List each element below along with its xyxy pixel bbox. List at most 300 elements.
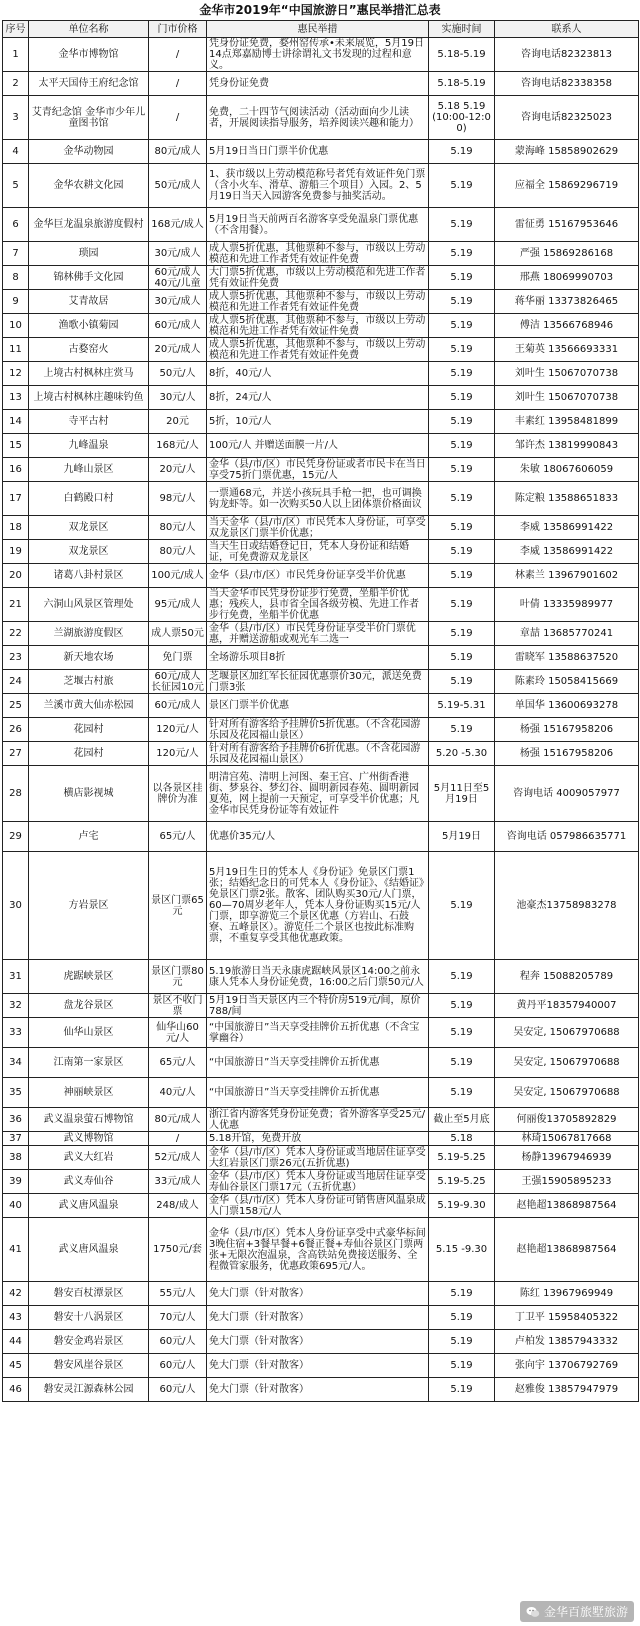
- unit-name: 武义唐风温泉: [29, 1194, 149, 1218]
- contact-info: 何丽俊13705892829: [495, 1108, 639, 1132]
- ticket-price: 成人票50元: [149, 622, 207, 646]
- table-row: [3, 588, 639, 622]
- date-range: 5.18-5.19: [429, 72, 495, 96]
- measure-text: 成人票5折优惠，其他票种不参与，市级以上劳动模范和先进工作者凭有效证件免费: [207, 290, 429, 314]
- date-range: 5月11日至5月19日: [429, 766, 495, 822]
- unit-name: 渔歌小镇菊园: [29, 314, 149, 338]
- table-row: [3, 1132, 639, 1146]
- measure-text: 金华（县/市/区）凭本人身份证享受中式豪华标间3晚住宿+3餐早餐+6餐正餐+寿仙谷景区门票两张+无限次泡温泉，含高铁站免费接送服务、全程微管家服务，优惠政策695元/人。: [207, 1218, 429, 1282]
- row-number: 44: [3, 1330, 29, 1354]
- ticket-price: 168元/成人: [149, 208, 207, 242]
- date-range: 5月19日: [429, 822, 495, 852]
- measure-text: 针对所有游客给予挂牌价5折优惠。（不含花园游乐园及花园福山景区）: [207, 718, 429, 742]
- contact-info: 李威 13586991422: [495, 516, 639, 540]
- row-number: 10: [3, 314, 29, 338]
- unit-name: 虎踞峡景区: [29, 960, 149, 994]
- date-range: 5.19: [429, 852, 495, 960]
- unit-name: 琐园: [29, 242, 149, 266]
- contact-info: 雷晓军 13588637520: [495, 646, 639, 670]
- unit-name: 磐安灵江源森林公园: [29, 1378, 149, 1402]
- table-row: [3, 1048, 639, 1078]
- ticket-price: 52元/成人: [149, 1146, 207, 1170]
- contact-info: 蒙海峰 15858902629: [495, 140, 639, 164]
- unit-name: 双龙景区: [29, 540, 149, 564]
- unit-name: 兰湖旅游度假区: [29, 622, 149, 646]
- date-range: 5.19: [429, 1378, 495, 1402]
- contact-info: 赵雅俊 13857947979: [495, 1378, 639, 1402]
- row-number: 42: [3, 1282, 29, 1306]
- contact-info: 雷征勇 15167953646: [495, 208, 639, 242]
- ticket-price: /: [149, 72, 207, 96]
- measure-text: 一票通68元，并送小孩玩具手枪一把，也可调换钩龙虾等。如一次购买50人以上团体票价格面议: [207, 482, 429, 516]
- contact-info: 吴安定, 15067970688: [495, 1018, 639, 1048]
- contact-info: 应福全 15869296719: [495, 164, 639, 208]
- measure-text: 金华（县/市/区）凭本人身份证可销售唐风温泉成人门票158元/人: [207, 1194, 429, 1218]
- row-number: 36: [3, 1108, 29, 1132]
- unit-name: 九峰山景区: [29, 458, 149, 482]
- measure-text: 针对所有游客给予挂牌价6折优惠。（不含花园游乐园及花园福山景区）: [207, 742, 429, 766]
- measures-table: [2, 20, 639, 1402]
- row-number: 27: [3, 742, 29, 766]
- contact-info: 程奔 15088205789: [495, 960, 639, 994]
- unit-name: 武义唐风温泉: [29, 1218, 149, 1282]
- ticket-price: 80元/成人: [149, 140, 207, 164]
- unit-name: 花园村: [29, 718, 149, 742]
- contact-info: 叶倩 13335989977: [495, 588, 639, 622]
- row-number: 16: [3, 458, 29, 482]
- measure-text: 全场游乐项目8折: [207, 646, 429, 670]
- row-number: 7: [3, 242, 29, 266]
- wechat-icon: [526, 1605, 540, 1619]
- date-range: 5.19: [429, 1282, 495, 1306]
- ticket-price: 168元/人: [149, 434, 207, 458]
- unit-name: 寺平古村: [29, 410, 149, 434]
- table-row: [3, 1218, 639, 1282]
- ticket-price: 景区门票80元: [149, 960, 207, 994]
- ticket-price: 30元/成人: [149, 290, 207, 314]
- unit-name: 太平天国侍王府纪念馆: [29, 72, 149, 96]
- measure-text: 当天金华（县/市/区）市民凭本人身份证，可享受双龙景区门票半价优惠；: [207, 516, 429, 540]
- unit-name: 艾青纪念馆 金华市少年儿童图书馆: [29, 96, 149, 140]
- row-number: 17: [3, 482, 29, 516]
- measure-text: 金华（县/市/区）市民凭身份证享受半价门票优惠，并赠送游船或观光车二选一: [207, 622, 429, 646]
- unit-name: 上境古村枫林庄赏马: [29, 362, 149, 386]
- table-row: [3, 822, 639, 852]
- measure-text: 凭身份证免费，婺州窑传承•未来展览，5月19日14点郑嘉励博士讲徐谓礼文书发现的过程和意义。: [207, 38, 429, 72]
- table-row: [3, 994, 639, 1018]
- table-row: [3, 670, 639, 694]
- date-range: 5.19: [429, 1078, 495, 1108]
- ticket-price: 30元/人: [149, 386, 207, 410]
- row-number: 31: [3, 960, 29, 994]
- ticket-price: 免门票: [149, 646, 207, 670]
- contact-info: 咨询电话82338358: [495, 72, 639, 96]
- table-row: [3, 38, 639, 72]
- ticket-price: 仙华山60元/人: [149, 1018, 207, 1048]
- date-range: 5.19: [429, 290, 495, 314]
- table-row: [3, 1146, 639, 1170]
- watermark: [520, 1601, 634, 1622]
- row-number: 45: [3, 1354, 29, 1378]
- row-number: 19: [3, 540, 29, 564]
- contact-info: 杨静13967946939: [495, 1146, 639, 1170]
- contact-info: 杨强 15167958206: [495, 718, 639, 742]
- date-range: 5.20 -5.30: [429, 742, 495, 766]
- table-header-row: [3, 21, 639, 38]
- ticket-price: 30元/成人: [149, 242, 207, 266]
- unit-name: 诸葛八卦村景区: [29, 564, 149, 588]
- table-row: [3, 314, 639, 338]
- date-range: 5.19: [429, 410, 495, 434]
- table-row: [3, 540, 639, 564]
- ticket-price: 65元/人: [149, 822, 207, 852]
- row-number: 28: [3, 766, 29, 822]
- contact-info: 朱敏 18067606059: [495, 458, 639, 482]
- row-number: 3: [3, 96, 29, 140]
- date-range: 5.19: [429, 670, 495, 694]
- ticket-price: 1750元/套: [149, 1218, 207, 1282]
- table-row: [3, 242, 639, 266]
- unit-name: 双龙景区: [29, 516, 149, 540]
- measure-text: 金华（县/市/区）市民凭身份证或者市民卡在当日享受75折门票优惠，15元/人: [207, 458, 429, 482]
- measure-text: 5月19日当日门票半价优惠: [207, 140, 429, 164]
- measure-text: 1、获市级以上劳动模范称号者凭有效证件免门票（含小火车、滑草、游船三个项目）入园。2、5月19日当天入园游客免费参与抽奖活动。: [207, 164, 429, 208]
- row-number: 1: [3, 38, 29, 72]
- column-header-measure: 惠民举措: [207, 21, 429, 38]
- measure-text: 当天生日或结婚登记日，凭本人身份证和结婚证，可免费游双龙景区: [207, 540, 429, 564]
- unit-name: 磐安金鸡岩景区: [29, 1330, 149, 1354]
- row-number: 9: [3, 290, 29, 314]
- contact-info: 傅洁 13566768946: [495, 314, 639, 338]
- measure-text: 当天金华市民凭身份证步行免费，坐船半价优惠；残疾人，县市省全国各级劳模、先进工作者步行免费，坐船半价优惠: [207, 588, 429, 622]
- table-row: [3, 140, 639, 164]
- measure-text: 5月19日当天前两百名游客享受免温泉门票优惠（不含用餐）。: [207, 208, 429, 242]
- row-number: 40: [3, 1194, 29, 1218]
- table-row: [3, 1306, 639, 1330]
- row-number: 22: [3, 622, 29, 646]
- date-range: 5.18: [429, 1132, 495, 1146]
- measure-text: 免费，二十四节气阅读活动（活动面向少儿读者，开展阅读指导服务，培养阅读兴趣和能力）: [207, 96, 429, 140]
- contact-info: 刘叶生 15067070738: [495, 386, 639, 410]
- ticket-price: 55元/人: [149, 1282, 207, 1306]
- date-range: 5.19: [429, 718, 495, 742]
- contact-info: 丁卫平 15958405322: [495, 1306, 639, 1330]
- unit-name: 花园村: [29, 742, 149, 766]
- table-row: [3, 1194, 639, 1218]
- ticket-price: 40元/人: [149, 1078, 207, 1108]
- date-range: 5.19: [429, 266, 495, 290]
- measure-text: 免大门票（针对散客）: [207, 1330, 429, 1354]
- measure-text: 景区门票半价优惠: [207, 694, 429, 718]
- measure-text: 5月19日当天景区内三个特价房519元/间，原价788/间: [207, 994, 429, 1018]
- unit-name: 武义大红岩: [29, 1146, 149, 1170]
- ticket-price: 60元/成人: [149, 314, 207, 338]
- date-range: 5.19: [429, 164, 495, 208]
- ticket-price: 120元/人: [149, 742, 207, 766]
- measure-text: 100元/人 并赠送面膜一片/人: [207, 434, 429, 458]
- ticket-price: 景区不收门票: [149, 994, 207, 1018]
- table-row: [3, 852, 639, 960]
- row-number: 21: [3, 588, 29, 622]
- contact-info: 王菊英 13566693331: [495, 338, 639, 362]
- measure-text: 成人票5折优惠，其他票种不参与，市级以上劳动模范和先进工作者凭有效证件免费: [207, 242, 429, 266]
- ticket-price: 80元/人: [149, 540, 207, 564]
- date-range: 5.19: [429, 1018, 495, 1048]
- table-row: [3, 718, 639, 742]
- measure-text: 免大门票（针对散客）: [207, 1378, 429, 1402]
- date-range: 5.19: [429, 1330, 495, 1354]
- unit-name: 上境古村枫林庄趣味钓鱼: [29, 386, 149, 410]
- ticket-price: /: [149, 1132, 207, 1146]
- date-range: 5.19: [429, 1354, 495, 1378]
- contact-info: 陈定粮 13588651833: [495, 482, 639, 516]
- unit-name: 金华动物园: [29, 140, 149, 164]
- table-row: [3, 1170, 639, 1194]
- unit-name: 磐安十八涡景区: [29, 1306, 149, 1330]
- row-number: 5: [3, 164, 29, 208]
- measure-text: 免大门票（针对散客）: [207, 1282, 429, 1306]
- row-number: 24: [3, 670, 29, 694]
- contact-info: 赵艳超13868987564: [495, 1218, 639, 1282]
- measure-text: 金华（县/市/区）凭本人身份证或当地居住证享受寿仙谷景区门票17元（五折优惠）: [207, 1170, 429, 1194]
- table-row: [3, 458, 639, 482]
- contact-info: 杨强 15167958206: [495, 742, 639, 766]
- row-number: 29: [3, 822, 29, 852]
- table-row: [3, 564, 639, 588]
- unit-name: 金华市博物馆: [29, 38, 149, 72]
- date-range: 5.19: [429, 646, 495, 670]
- row-number: 41: [3, 1218, 29, 1282]
- table-row: [3, 766, 639, 822]
- row-number: 43: [3, 1306, 29, 1330]
- table-row: [3, 208, 639, 242]
- row-number: 20: [3, 564, 29, 588]
- table-row: [3, 1282, 639, 1306]
- measure-text: 凭身份证免费: [207, 72, 429, 96]
- date-range: 5.19: [429, 140, 495, 164]
- row-number: 25: [3, 694, 29, 718]
- contact-info: 林琦15067817668: [495, 1132, 639, 1146]
- row-number: 8: [3, 266, 29, 290]
- ticket-price: 60元/成人 40元/儿童: [149, 266, 207, 290]
- ticket-price: 景区门票65元: [149, 852, 207, 960]
- table-row: [3, 1378, 639, 1402]
- contact-info: 吴安定, 15067970688: [495, 1078, 639, 1108]
- unit-name: 方岩景区: [29, 852, 149, 960]
- unit-name: 金华巨龙温泉旅游度假村: [29, 208, 149, 242]
- contact-info: 章喆 13685770241: [495, 622, 639, 646]
- unit-name: 盘龙谷景区: [29, 994, 149, 1018]
- unit-name: 卢宅: [29, 822, 149, 852]
- date-range: 5.19: [429, 386, 495, 410]
- date-range: 5.19: [429, 588, 495, 622]
- date-range: 5.19: [429, 994, 495, 1018]
- ticket-price: 33元/成人: [149, 1170, 207, 1194]
- measure-text: 5.18开馆，免费开放: [207, 1132, 429, 1146]
- date-range: 5.18-5.19: [429, 38, 495, 72]
- ticket-price: 80元/成人: [149, 1108, 207, 1132]
- measure-text: “中国旅游日”当天享受挂牌价五折优惠: [207, 1078, 429, 1108]
- unit-name: 新天地农场: [29, 646, 149, 670]
- column-header-price: 门市价格: [149, 21, 207, 38]
- row-number: 15: [3, 434, 29, 458]
- contact-info: 吴安定, 15067970688: [495, 1048, 639, 1078]
- row-number: 30: [3, 852, 29, 960]
- measure-text: 金华（县/市/区）凭本人身份证或当地居住证享受大红岩景区门票26元(五折优惠): [207, 1146, 429, 1170]
- ticket-price: 60元/成人: [149, 694, 207, 718]
- ticket-price: 60元/人: [149, 1378, 207, 1402]
- ticket-price: 60元/人: [149, 1330, 207, 1354]
- contact-info: 邹许杰 13819990843: [495, 434, 639, 458]
- row-number: 37: [3, 1132, 29, 1146]
- date-range: 5.19-5.31: [429, 694, 495, 718]
- measure-text: “中国旅游日”当天享受挂牌价五折优惠: [207, 1048, 429, 1078]
- measure-text: 8折，24元/人: [207, 386, 429, 410]
- unit-name: 芝堰古村旅: [29, 670, 149, 694]
- date-range: 5.19: [429, 540, 495, 564]
- ticket-price: 50元/人: [149, 362, 207, 386]
- row-number: 32: [3, 994, 29, 1018]
- measure-text: 优惠价35元/人: [207, 822, 429, 852]
- date-range: 5.19: [429, 242, 495, 266]
- unit-name: 白鹤殿口村: [29, 482, 149, 516]
- row-number: 6: [3, 208, 29, 242]
- ticket-price: 50元/成人: [149, 164, 207, 208]
- date-range: 5.19: [429, 622, 495, 646]
- date-range: 5.19: [429, 458, 495, 482]
- row-number: 23: [3, 646, 29, 670]
- date-range: 5.19-5.25: [429, 1170, 495, 1194]
- date-range: 5.19: [429, 208, 495, 242]
- unit-name: 武义博物馆: [29, 1132, 149, 1146]
- ticket-price: /: [149, 38, 207, 72]
- ticket-price: 98元/人: [149, 482, 207, 516]
- contact-info: 咨询电话 4009057977: [495, 766, 639, 822]
- table-row: [3, 516, 639, 540]
- date-range: 5.19: [429, 338, 495, 362]
- unit-name: 六洞山风景区管理处: [29, 588, 149, 622]
- row-number: 2: [3, 72, 29, 96]
- contact-info: 李威 13586991422: [495, 540, 639, 564]
- unit-name: 横店影视城: [29, 766, 149, 822]
- table-row: [3, 164, 639, 208]
- measure-text: 5.19旅游日当天永康虎踞峡风景区14:00之前永康人凭本人身份证免费，16:00之后门票50元/人: [207, 960, 429, 994]
- date-range: 5.15 -9.30: [429, 1218, 495, 1282]
- table-row: [3, 410, 639, 434]
- date-range: 5.19: [429, 434, 495, 458]
- measure-text: 5折，10元/人: [207, 410, 429, 434]
- table-row: [3, 1078, 639, 1108]
- column-header-name: 单位名称: [29, 21, 149, 38]
- contact-info: 丰素红 13958481899: [495, 410, 639, 434]
- contact-info: 赵艳超13868987564: [495, 1194, 639, 1218]
- date-range: 5.19: [429, 516, 495, 540]
- watermark-text: 金华百旅墅旅游: [543, 1605, 628, 1619]
- column-header-contact: 联系人: [495, 21, 639, 38]
- table-row: [3, 622, 639, 646]
- ticket-price: 120元/人: [149, 718, 207, 742]
- date-range: 5.19: [429, 362, 495, 386]
- ticket-price: 20元: [149, 410, 207, 434]
- row-number: 39: [3, 1170, 29, 1194]
- ticket-price: 80元/人: [149, 516, 207, 540]
- date-range: 5.19: [429, 960, 495, 994]
- unit-name: 金华农耕文化园: [29, 164, 149, 208]
- unit-name: 古婺窑火: [29, 338, 149, 362]
- unit-name: 武义温泉萤石博物馆: [29, 1108, 149, 1132]
- contact-info: 咨询电话 057986635771: [495, 822, 639, 852]
- contact-info: 严强 15869286168: [495, 242, 639, 266]
- measure-text: 8折，40元/人: [207, 362, 429, 386]
- contact-info: 池豪杰13758983278: [495, 852, 639, 960]
- row-number: 13: [3, 386, 29, 410]
- date-range: 5.18 5.19 (10:00-12:00): [429, 96, 495, 140]
- date-range: 5.19: [429, 482, 495, 516]
- measure-text: 浙江省内游客凭身份证免费；省外游客享受25元/人优惠: [207, 1108, 429, 1132]
- contact-info: 王强15905895233: [495, 1170, 639, 1194]
- table-row: [3, 72, 639, 96]
- unit-name: 磐安风崖谷景区: [29, 1354, 149, 1378]
- table-row: [3, 434, 639, 458]
- table-row: [3, 694, 639, 718]
- measure-text: 免大门票（针对散客）: [207, 1306, 429, 1330]
- table-body: [3, 38, 639, 1402]
- ticket-price: 100元/成人: [149, 564, 207, 588]
- table-row: [3, 96, 639, 140]
- ticket-price: 60元/成人 长征园10元: [149, 670, 207, 694]
- measure-text: 5月19日生日的凭本人《身份证》免景区门票1张；结婚纪念日的可凭本人《身份证》、《结婚证》免景区门票2张。散客、团队购买30元/人门票，60—70周岁老年人，凭本人身份证购买15元/人门票，即享游览三个景区优惠（方岩山、石鼓寮、五峰景区）。游览任二个景区也按此标准购票，不重复享受其他优惠政策。: [207, 852, 429, 960]
- row-number: 46: [3, 1378, 29, 1402]
- row-number: 35: [3, 1078, 29, 1108]
- ticket-price: 20元/成人: [149, 338, 207, 362]
- date-range: 5.19-9.30: [429, 1194, 495, 1218]
- contact-info: 张向宇 13706792769: [495, 1354, 639, 1378]
- unit-name: 江南第一家景区: [29, 1048, 149, 1078]
- table-row: [3, 386, 639, 410]
- table-row: [3, 646, 639, 670]
- date-range: 截止至5月底: [429, 1108, 495, 1132]
- contact-info: 陈红 13967969949: [495, 1282, 639, 1306]
- unit-name: 神丽峡景区: [29, 1078, 149, 1108]
- table-row: [3, 482, 639, 516]
- row-number: 4: [3, 140, 29, 164]
- ticket-price: 95元/成人: [149, 588, 207, 622]
- row-number: 38: [3, 1146, 29, 1170]
- measure-text: 免大门票（针对散客）: [207, 1354, 429, 1378]
- row-number: 12: [3, 362, 29, 386]
- row-number: 11: [3, 338, 29, 362]
- column-header-time: 实施时间: [429, 21, 495, 38]
- contact-info: 陈素玲 15058415669: [495, 670, 639, 694]
- page-title: 金华市2019年“中国旅游日”惠民举措汇总表: [199, 3, 441, 17]
- ticket-price: 70元/人: [149, 1306, 207, 1330]
- contact-info: 卢柏发 13857943332: [495, 1330, 639, 1354]
- table-row: [3, 1330, 639, 1354]
- table-row: [3, 362, 639, 386]
- measure-text: 金华（县/市/区）市民凭身份证享受半价优惠: [207, 564, 429, 588]
- row-number: 26: [3, 718, 29, 742]
- unit-name: 九峰温泉: [29, 434, 149, 458]
- contact-info: 蒋华丽 13373826465: [495, 290, 639, 314]
- ticket-price: /: [149, 96, 207, 140]
- contact-info: 刘叶生 15067070738: [495, 362, 639, 386]
- table-row: [3, 290, 639, 314]
- unit-name: 仙华山景区: [29, 1018, 149, 1048]
- row-number: 33: [3, 1018, 29, 1048]
- date-range: 5.19: [429, 564, 495, 588]
- ticket-price: 60元/人: [149, 1354, 207, 1378]
- date-range: 5.19-5.25: [429, 1146, 495, 1170]
